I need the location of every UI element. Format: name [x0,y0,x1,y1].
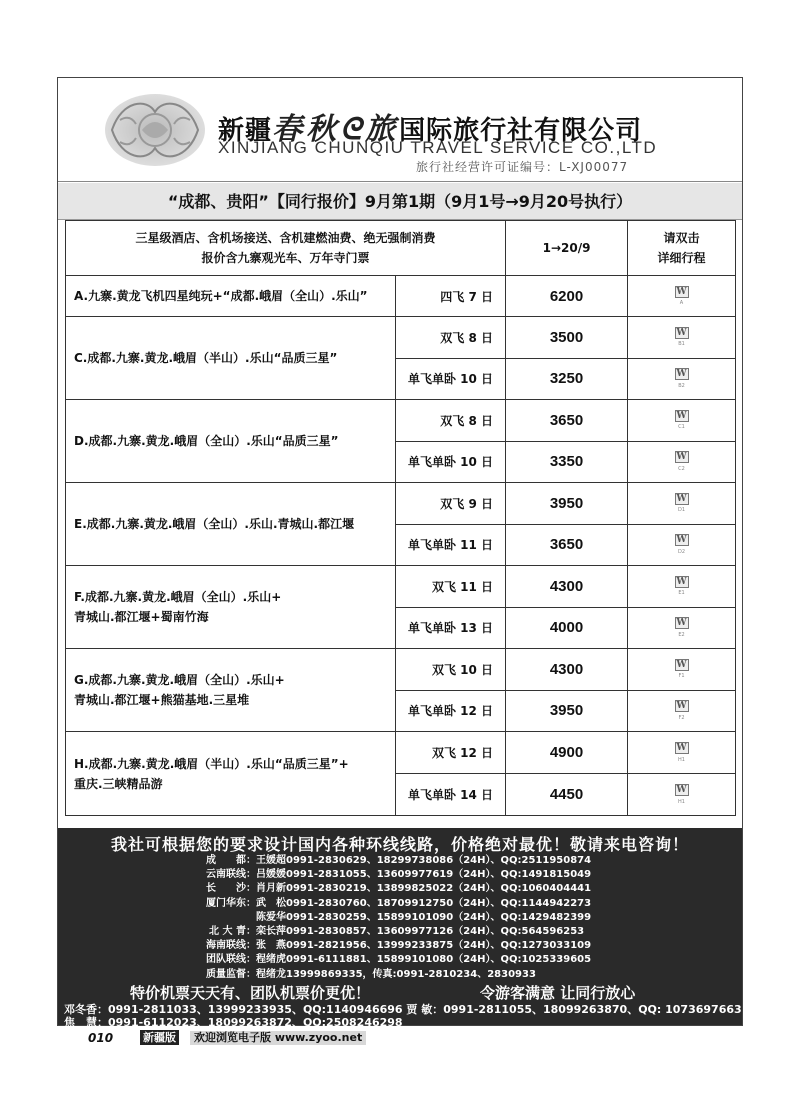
route-price: 3950 [506,483,628,525]
website-link[interactable]: 欢迎浏览电子版 www.zyoo.net [190,1031,366,1045]
word-doc-icon[interactable]: W [676,327,687,338]
doc-caption: F1 [678,673,685,680]
itinerary-doc-cell[interactable] [628,317,736,359]
contact-detail: 程绪虎0991-6111881、15899101080（24H）、QQ:1025339605 [256,954,592,966]
contact-detail: 武 松0991-2830760、18709912750（24H）、QQ:1144942273 [256,897,592,909]
contact-detail: 王媛超0991-2830629、18299738086（24H）、QQ:2511950874 [256,855,592,866]
route-price: 3350 [506,441,628,483]
contact-line [196,953,591,967]
page [57,77,743,1029]
word-doc-icon[interactable]: W [676,659,687,670]
contact-label: 团队联线： [206,954,256,966]
itinerary-doc-cell[interactable] [628,607,736,649]
contact-label: 海南联线： [206,940,256,952]
table-row [66,649,736,691]
doc-caption: E2 [678,631,685,638]
route-name: D.成都.九寨.黄龙.峨眉（全山）.乐山“品质三星” [66,400,396,483]
route-price: 3650 [506,400,628,442]
promo-flights: 特价机票天天有、团队机票价更优！ [130,984,371,1002]
contact-label: 长 沙： [206,883,256,895]
contact-label: 北 大 青： [209,926,256,938]
contact-label: 厦门华东： [206,897,256,909]
contact-label: 质量监督： [206,968,256,980]
doc-caption: E1 [678,590,685,597]
contact-detail: 陈爱华0991-2830259、15899101090（24H）、QQ:1429482399 [256,911,592,923]
route-price: 4300 [506,649,628,691]
route-name: G.成都.九寨.黄龙.峨眉（全山）.乐山+ 青城山.都江堰+熊猫基地.三星堆 [66,649,396,732]
route-duration: 双飞 9 日 [396,483,506,525]
route-name: A.九寨.黄龙飞机四星纯玩+“成都.峨眉（全山）.乐山” [66,276,396,317]
itinerary-doc-cell[interactable] [628,566,736,608]
contact-label: 云南联线： [206,869,256,881]
doc-caption: B2 [678,382,685,389]
route-price: 4000 [506,607,628,649]
doc-caption: H1 [678,756,685,763]
itinerary-doc-cell[interactable] [628,774,736,816]
word-doc-icon[interactable]: W [676,452,687,463]
route-duration: 双飞 11 日 [396,566,506,608]
table-header-terms: 三星级酒店、含机场接送、含机建燃油费、绝无强制消费 报价含九寨观光车、万年寺门票 [66,221,506,276]
route-name: C.成都.九寨.黄龙.峨眉（半山）.乐山“品质三星” [66,317,396,400]
contact-detail: 肖月新0991-2830219、13899825022（24H）、QQ:1060404441 [256,883,592,895]
promo-satisfaction: 令游客满意 让同行放心 [480,984,636,1002]
edition-badge: 新疆版 [140,1030,179,1045]
itinerary-doc-cell[interactable] [628,483,736,525]
word-doc-icon[interactable]: W [676,785,687,795]
itinerary-doc-cell[interactable] [628,649,736,691]
doc-caption: D1 [678,507,686,514]
itinerary-doc-cell[interactable] [628,441,736,483]
footer-slogan: 我社可根据您的要求设计国内各种环线线路，价格绝对最优！敬请来电咨询！ [110,835,689,854]
chunqiu-swirl: ᘓ [340,112,366,147]
route-price: 4900 [506,732,628,774]
contact-label: 成 都： [206,855,256,866]
table-row [66,317,736,359]
itinerary-doc-cell[interactable] [628,276,736,317]
route-duration: 单飞单卧 11 日 [396,524,506,566]
contact-line [196,882,591,896]
itinerary-doc-cell[interactable] [628,524,736,566]
contact-line [196,868,591,882]
word-doc-icon[interactable]: W [676,493,687,504]
company-header [58,78,742,182]
route-duration: 双飞 12 日 [396,732,506,774]
route-price: 3950 [506,690,628,732]
contact-detail: 张 燕0991-2821956、13999233875（24H）、QQ:1273033109 [256,940,592,952]
table-header-date: 1→20/9 [506,221,628,276]
contact-list [196,854,591,982]
page-number: 010 [88,1031,114,1045]
itinerary-doc-cell[interactable] [628,690,736,732]
contact-footer [58,828,742,1029]
word-doc-icon[interactable]: W [676,369,687,380]
route-price: 3500 [506,317,628,359]
route-name: F.成都.九寨.黄龙.峨眉（全山）.乐山+ 青城山.都江堰+蜀南竹海 [66,566,396,649]
word-doc-icon[interactable]: W [676,535,687,546]
contact-line [196,968,591,982]
route-duration: 双飞 10 日 [396,649,506,691]
word-doc-icon[interactable]: W [676,618,687,629]
doc-caption: B1 [678,341,685,348]
table-row [66,732,736,774]
route-duration: 单飞单卧 10 日 [396,358,506,400]
doc-caption: F2 [678,714,685,721]
route-duration: 双飞 8 日 [396,317,506,359]
doc-caption: C1 [678,424,685,431]
route-name: E.成都.九寨.黄龙.峨眉（全山）.乐山.青城山.都江堰 [66,483,396,566]
doc-caption: C2 [678,465,685,472]
contact-detail: 栾长萍0991-2830857、13609977126（24H）、QQ:564596253 [256,926,585,938]
table-row [66,400,736,442]
route-price: 4450 [506,774,628,816]
word-doc-icon[interactable]: W [676,286,687,297]
word-doc-icon[interactable]: W [676,743,687,753]
itinerary-doc-cell[interactable] [628,358,736,400]
route-price: 3650 [506,524,628,566]
route-duration: 单飞单卧 13 日 [396,607,506,649]
table-header-row [66,221,736,276]
contact-line-extra: 焦 慧：0991-6112023、18099263872、QQ:2508246298 [64,1016,403,1029]
table-row [66,483,736,525]
contact-line [196,897,591,911]
company-logo [102,90,208,170]
table-header-itinerary: 请双击 详细行程 [628,221,736,276]
contact-line [196,939,591,953]
contact-line [196,911,591,925]
route-duration: 四飞 7 日 [396,276,506,317]
route-duration: 单飞单卧 14 日 [396,774,506,816]
doc-caption: H1 [678,798,685,805]
route-duration: 单飞单卧 10 日 [396,441,506,483]
doc-caption: A [679,300,684,306]
license-number: 旅行社经营许可证编号：L-XJ00077 [416,160,629,174]
contact-detail: 程绪龙13999869335，传真:0991-2810234、2830933 [256,968,536,980]
route-name: H.成都.九寨.黄龙.峨眉（半山）.乐山“品质三星”+ 重庆.三峡精品游 [66,732,396,816]
route-duration: 单飞单卧 12 日 [396,690,506,732]
route-price: 3250 [506,358,628,400]
word-doc-icon[interactable]: W [676,410,687,421]
route-price: 4300 [506,566,628,608]
doc-caption: D2 [678,548,686,555]
itinerary-doc-cell[interactable] [628,732,736,774]
contact-line-extra: 邓冬香：0991-2811033、13999233935、QQ:1140946696 贾 敏：0991-2811055、18099263870、QQ: 1073697663 [64,1003,742,1016]
price-table [65,220,736,816]
word-doc-icon[interactable]: W [676,576,687,587]
word-doc-icon[interactable]: W [676,701,687,712]
contact-line [196,854,591,868]
company-name-en: XINJIANG CHUNQIU TRAVEL SERVICE CO.,LTD [218,138,658,157]
contact-detail: 吕媛媛0991-2831055、13609977619（24H）、QQ:1491815049 [256,869,592,881]
price-list-title: “成都、贵阳”【同行报价】9月第1期（9月1号→9月20号执行） [58,183,742,220]
contact-line [196,925,591,939]
table-row [66,276,736,317]
route-price: 6200 [506,276,628,317]
price-table-wrap [65,220,735,825]
route-duration: 双飞 8 日 [396,400,506,442]
company-name: 新疆春秋ᘓ旅国际旅行社有限公司 [218,112,643,147]
table-row [66,566,736,608]
itinerary-doc-cell[interactable] [628,400,736,442]
